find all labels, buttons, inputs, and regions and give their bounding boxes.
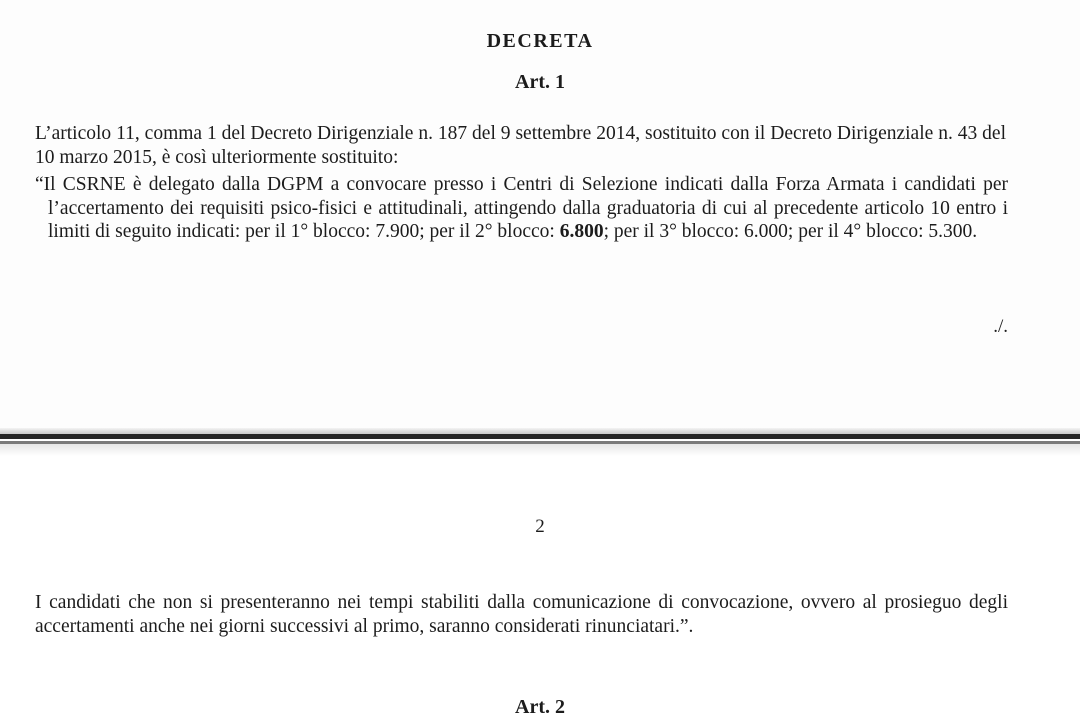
quote-text-start: “Il CSRNE è delegato dalla DGPM a convocare presso i Centri di Selezione indicati dalla Forza Armata i candidati per l’accertamento dei requisiti psico-fisici e attitudinali, attingendo dalla graduatoria di cui al precedente articolo 10 entro i limiti di seguito indicati: per il 1° blocco: 7.900; per il 2° blocco: [35,174,1008,242]
page-separator [0,434,1080,439]
quoted-replacement-text [35,173,1008,244]
article-1-title: Art. 1 [515,71,565,93]
decreta-heading: DECRETA [486,30,594,52]
article-1-paragraph: L’articolo 11, comma 1 del Decreto Dirigenziale n. 187 del 9 settembre 2014, sostituito con il Decreto Dirigenziale n. 43 del 10 marzo 2015, è così ulteriormente sostituito: [35,123,1006,168]
page-2-paragraph: I candidati che non si presenteranno nei tempi stabiliti dalla comunicazione di convocazione, ovvero al prosieguo degli accertamenti anche nei giorni successivi al primo, saranno considerati rinunciatari.”. [35,592,1008,637]
article-2-title: Art. 2 [515,696,565,718]
page-separator-fade [0,444,1080,456]
continuation-mark: ./. [993,316,1008,337]
quote-bold-value: 6.800 [559,221,604,242]
quote-text-end: ; per il 3° blocco: 6.000; per il 4° blocco: 5.300. [603,221,978,242]
page-number: 2 [535,516,545,537]
